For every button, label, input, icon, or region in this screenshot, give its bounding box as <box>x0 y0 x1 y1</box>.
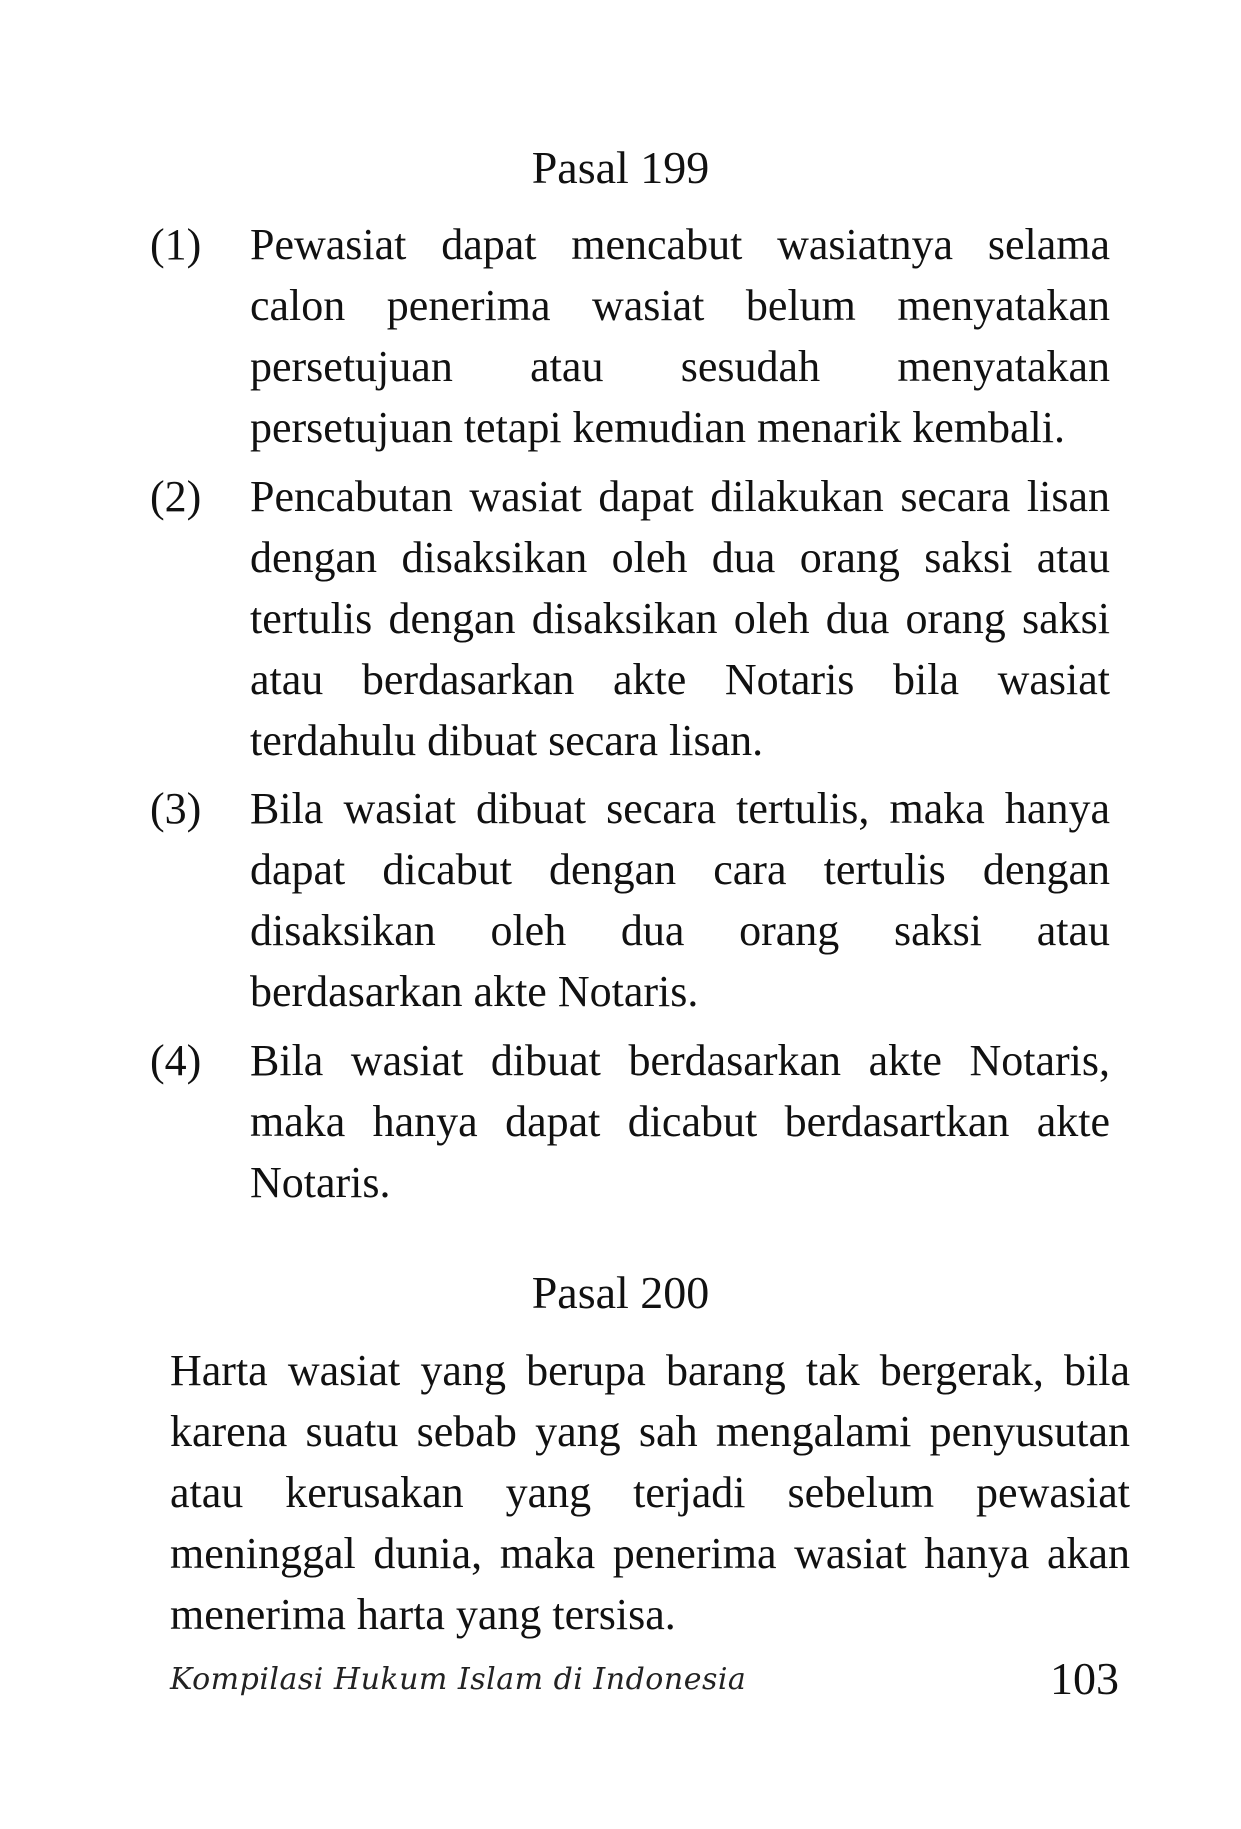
clause-text: Bila wasiat dibuat secara tertulis, maka hanya dapat dicabut dengan cara tertulis dengan disaksikan oleh dua orang saksi atau berdasarkan akte Notaris. <box>250 784 1110 1016</box>
clause-2 <box>150 466 1110 771</box>
clause-number: (4) <box>150 1036 202 1085</box>
clause-text: Bila wasiat dibuat berdasarkan akte Notaris, maka hanya dapat dicabut berdasartkan akte Notaris. <box>250 1036 1110 1207</box>
clause-number: (3) <box>150 784 202 833</box>
section-heading-pasal-199: Pasal 199 <box>531 142 710 193</box>
clause-text: Pencabutan wasiat dapat dilakukan secara lisan dengan disaksikan oleh dua orang saksi atau tertulis dengan disaksikan oleh dua orang saksi atau berdasarkan akte Notaris bila wasiat terdahulu dibuat secara lisan. <box>250 472 1110 765</box>
page-number: 103 <box>1050 1653 1119 1704</box>
clause-number: (2) <box>150 472 202 521</box>
clause-1 <box>150 214 1110 458</box>
clause-text: Pewasiat dapat mencabut wasiatnya selama calon penerima wasiat belum menyatakan persetujuan atau sesudah menyatakan persetujuan tetapi kemudian menarik kembali. <box>250 220 1110 452</box>
clause-4 <box>150 1030 1110 1213</box>
section-heading-pasal-200: Pasal 200 <box>531 1267 710 1318</box>
pasal-200-paragraph: Harta wasiat yang berupa barang tak bergerak, bila karena suatu sebab yang sah mengalami penyusutan atau kerusakan yang terjadi sebelum pewasiat meninggal dunia, maka penerima wasiat hanya akan menerima harta yang tersisa. <box>170 1346 1130 1639</box>
clause-3 <box>150 778 1110 1022</box>
footer-book-title: Kompilasi Hukum Islam di Indonesia <box>170 1662 747 1697</box>
clause-number: (1) <box>150 220 202 269</box>
